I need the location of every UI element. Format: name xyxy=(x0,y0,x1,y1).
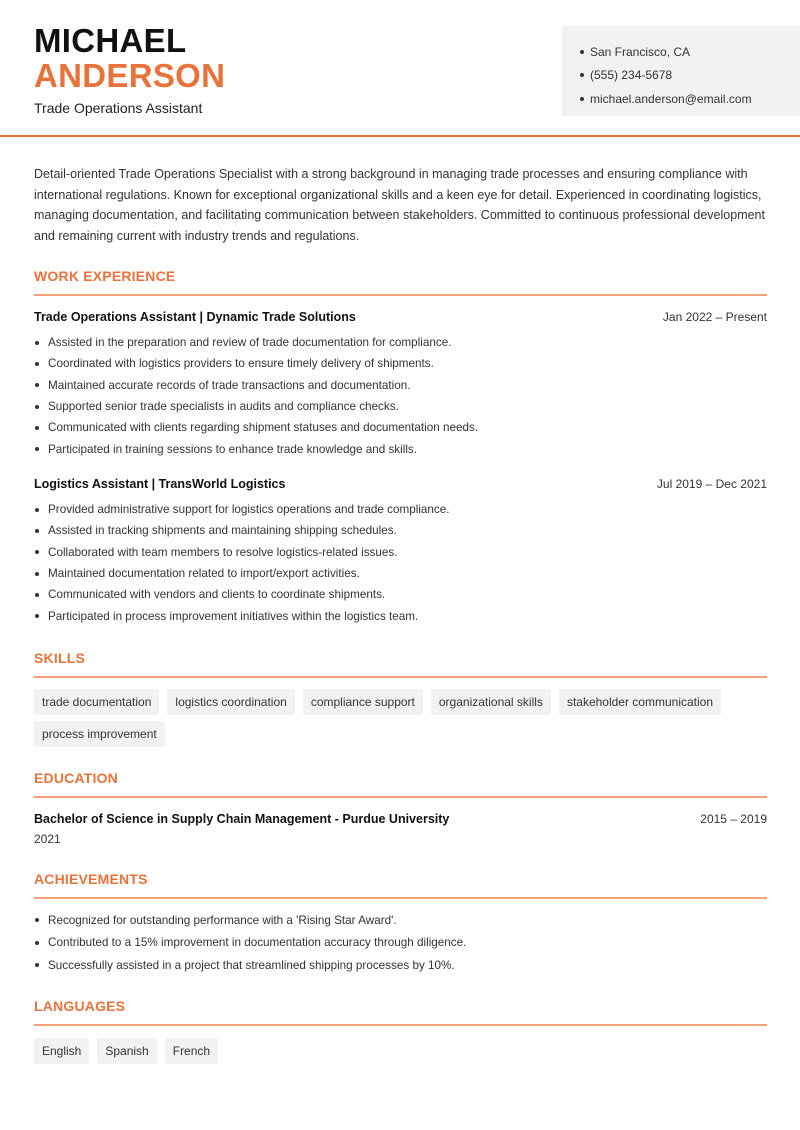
contact-box xyxy=(562,26,800,116)
language-tag: Spanish xyxy=(97,1038,156,1064)
resume-header xyxy=(0,0,800,137)
skill-tag: organizational skills xyxy=(431,689,551,715)
bullet-text: Participated in process improvement initiatives within the logistics team. xyxy=(48,609,419,623)
education-dates: 2015 – 2019 xyxy=(700,812,767,826)
degree-title: Bachelor of Science in Supply Chain Management - Purdue University xyxy=(34,812,450,826)
bullet-icon xyxy=(35,593,39,597)
list-item xyxy=(34,584,767,605)
bullet-icon xyxy=(35,529,39,533)
bullet-icon xyxy=(35,426,39,430)
education-year: 2021 xyxy=(34,832,61,846)
contact-phone-text: (555) 234-5678 xyxy=(590,68,673,83)
bullet-icon xyxy=(35,572,39,576)
job-title: Trade Operations Assistant xyxy=(34,100,203,116)
professional-summary: Detail-oriented Trade Operations Specialist with a strong background in managing trade processes and ensuring compliance with international regulations. Known for exceptional organizational skills and a keen eye for detail. Experienced in coordinating logistics, managing documentation, and facilitating communication between stakeholders. Committed to continuous professional development and remaining current with industry trends and regulations. xyxy=(34,167,765,244)
bullet-icon xyxy=(35,918,39,922)
achievement-text: Recognized for outstanding performance with a 'Rising Star Award'. xyxy=(48,913,397,927)
bullet-text: Supported senior trade specialists in audits and compliance checks. xyxy=(48,400,399,414)
bullet-text: Assisted in the preparation and review of trade documentation for compliance. xyxy=(48,336,452,350)
section-divider xyxy=(34,294,767,296)
bullet-icon xyxy=(580,97,584,101)
list-item xyxy=(34,520,767,541)
last-name: ANDERSON xyxy=(34,57,226,94)
bullet-icon xyxy=(35,362,39,366)
contact-phone xyxy=(580,64,800,88)
job-bullets xyxy=(34,499,767,627)
bullet-icon xyxy=(35,614,39,618)
language-tag: French xyxy=(165,1038,218,1064)
skill-tag: trade documentation xyxy=(34,689,159,715)
bullet-text: Collaborated with team members to resolve logistics-related issues. xyxy=(48,545,398,559)
bullet-icon xyxy=(35,550,39,554)
candidate-name xyxy=(34,24,225,93)
job-entry-header xyxy=(34,310,767,324)
list-item xyxy=(34,332,767,353)
skill-tag: stakeholder communication xyxy=(559,689,721,715)
section-title-achievements: ACHIEVEMENTS xyxy=(34,871,148,887)
section-divider xyxy=(34,1024,767,1026)
first-name: MICHAEL xyxy=(34,22,187,59)
bullet-icon xyxy=(35,405,39,409)
section-title-languages: LANGUAGES xyxy=(34,998,126,1014)
list-item xyxy=(34,563,767,584)
skill-tag: logistics coordination xyxy=(167,689,294,715)
bullet-icon xyxy=(35,447,39,451)
bullet-text: Communicated with clients regarding shipment statuses and documentation needs. xyxy=(48,421,479,435)
bullet-icon xyxy=(35,941,39,945)
skill-tag: compliance support xyxy=(303,689,423,715)
list-item xyxy=(34,909,767,932)
skill-tag: process improvement xyxy=(34,721,165,747)
section-divider xyxy=(34,676,767,678)
list-item xyxy=(34,499,767,520)
education-entry-header xyxy=(34,812,767,826)
contact-location-text: San Francisco, CA xyxy=(590,44,691,59)
contact-email-text: michael.anderson@email.com xyxy=(590,91,752,106)
bullet-text: Participated in training sessions to enhance trade knowledge and skills. xyxy=(48,442,418,456)
bullet-text: Assisted in tracking shipments and maintaining shipping schedules. xyxy=(48,524,397,538)
job-dates: Jan 2022 – Present xyxy=(662,310,767,324)
list-item xyxy=(34,605,767,626)
job-title-company: Trade Operations Assistant | Dynamic Trade Solutions xyxy=(34,310,356,324)
list-item xyxy=(34,375,767,396)
achievement-text: Contributed to a 15% improvement in documentation accuracy through diligence. xyxy=(48,936,467,950)
achievement-text: Successfully assisted in a project that streamlined shipping processes by 10%. xyxy=(48,958,455,972)
bullet-icon xyxy=(35,341,39,345)
language-tag: English xyxy=(34,1038,89,1064)
section-title-education: EDUCATION xyxy=(34,770,118,786)
list-item xyxy=(34,396,767,417)
section-title-experience: WORK EXPERIENCE xyxy=(34,268,176,284)
contact-location xyxy=(580,40,800,64)
achievement-list xyxy=(34,909,767,977)
list-item xyxy=(34,438,767,459)
bullet-text: Maintained accurate records of trade transactions and documentation. xyxy=(48,378,411,392)
bullet-icon xyxy=(35,963,39,967)
language-tags xyxy=(34,1038,774,1070)
bullet-text: Provided administrative support for logistics operations and trade compliance. xyxy=(48,503,450,517)
list-item xyxy=(34,954,767,977)
job-title-company: Logistics Assistant | TransWorld Logistics xyxy=(34,477,286,491)
bullet-text: Communicated with vendors and clients to coordinate shipments. xyxy=(48,588,386,602)
section-divider xyxy=(34,796,767,798)
list-item xyxy=(34,542,767,563)
job-bullets xyxy=(34,332,767,460)
bullet-text: Coordinated with logistics providers to ensure timely delivery of shipments. xyxy=(48,357,434,371)
section-divider xyxy=(34,897,767,899)
list-item xyxy=(34,417,767,438)
contact-email xyxy=(580,87,800,111)
bullet-icon xyxy=(580,50,584,54)
bullet-icon xyxy=(35,383,39,387)
bullet-icon xyxy=(580,73,584,77)
job-entry-header xyxy=(34,477,767,491)
bullet-text: Maintained documentation related to import/export activities. xyxy=(48,567,360,581)
section-title-skills: SKILLS xyxy=(34,650,85,666)
job-dates: Jul 2019 – Dec 2021 xyxy=(656,477,767,491)
bullet-icon xyxy=(35,508,39,512)
list-item xyxy=(34,932,767,955)
skills-tags xyxy=(34,689,774,753)
list-item xyxy=(34,353,767,374)
